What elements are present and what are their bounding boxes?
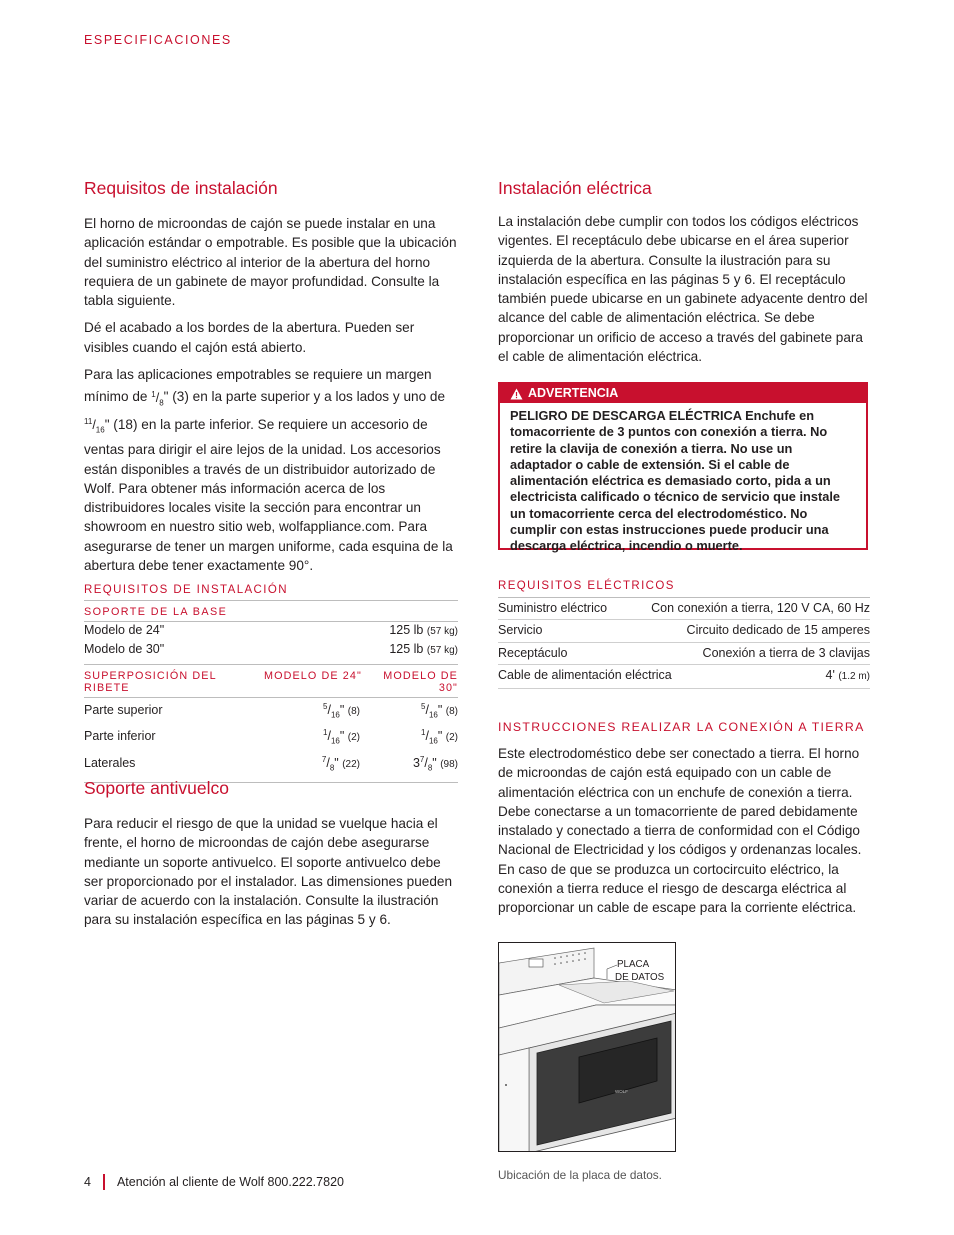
value-main: 125 lb: [389, 623, 424, 637]
overlap-rows: [84, 698, 458, 777]
fraction-value: $^1/_{16}$" (2): [323, 728, 360, 746]
elec-row-value: [651, 600, 870, 617]
warning-label: ADVERTENCIA: [528, 386, 619, 400]
grounding-paragraph: Este electrodoméstico debe ser conectado a tierra. El horno de microondas de cajón está equipado con un cable de alimentación eléctrica con un enchufe de conexión a tierra. Debe conectarse a un tomacorriente de pared debidamente instalado y conectado a tierra de conformidad con el Código Nacional de Electricidad y los códigos y ordenanzas locales. En caso de que se produzca un cortocircuito eléctrico, la conexión a tierra reduce el riesgo de descarga eléctrica al proporcionar un cable de escape para la corriente eléctrica.: [498, 746, 862, 916]
electrical-paragraph: La instalación debe cumplir con todos los códigos eléctricos vigentes. El receptáculo debe ubicarse en el área superior izquierda de la abertura. Consulte la ilustración para su instalación específica en las páginas 5 y 6. El receptáculo también puede ubicarse en un gabinete adyacente dentro del alcance del cable de alimentación eléctrica. Se debe proporcionar un orificio de acceso a través del gabinete para el cable de alimentación eléctrica.: [498, 214, 868, 365]
frac-den: 16: [428, 736, 438, 746]
frac-num: 1: [323, 728, 328, 738]
frac-den: 8: [159, 398, 164, 408]
footer-text: Atención al cliente de Wolf 800.222.7820: [116, 1175, 344, 1189]
value-main: 4': [825, 668, 835, 683]
overlap-row-label: Laterales: [84, 755, 136, 770]
frac-num: 1: [421, 728, 426, 738]
brand-logo: WOLF: [615, 1089, 628, 1094]
frac-whole: 3: [412, 755, 420, 770]
overlap-24-value: [284, 698, 360, 724]
page-number: 4: [84, 1175, 91, 1189]
install-table: [84, 584, 458, 783]
value-main: 125 lb: [389, 641, 424, 656]
frac-den: 16: [95, 425, 105, 435]
warning-triangle-icon: [510, 388, 523, 400]
fraction-value: $^7/_8$" (22): [321, 754, 360, 773]
base-row: [84, 641, 458, 660]
overlap-row: [84, 724, 458, 750]
data-plate-figure: [498, 942, 676, 1152]
value-metric: (1.2 m): [838, 671, 870, 683]
fraction-value: $^5/_{16}$" (8): [323, 701, 360, 720]
frac-num: 5: [421, 701, 426, 711]
grounding-body: [498, 744, 870, 918]
warning-box: [498, 382, 868, 554]
elec-row: [498, 665, 870, 688]
elec-row: [498, 643, 870, 665]
fraction-1: $^1/_8$: [151, 389, 164, 408]
base-row: [84, 622, 458, 641]
data-plate-label-line1: PLACA: [617, 959, 650, 970]
warning-body: [500, 403, 866, 555]
install-paragraph-3: [84, 365, 458, 575]
anti-tip-paragraph: Para reducir el riesgo de que la unidad se vuelque hacia el frente, el horno de microondas de cajón debe asegurarse mediante un soporte antivuelco. El soporte antivuelco debe ser proporcionado por el instalador. Las dimensiones pueden variar de acuerdo con la instalación. Consulte la ilustración para su instalación específica en las páginas 5 y 6.: [84, 816, 453, 928]
warning-header: [500, 384, 866, 403]
anti-tip-section: [84, 778, 458, 799]
frac-num: 5: [323, 701, 328, 711]
frac-den: 8: [329, 763, 335, 773]
install-body: [84, 214, 458, 575]
frac-metric: (8): [347, 705, 360, 717]
fraction-value: $3^7/_8$" (98): [412, 754, 458, 773]
p3-part-a: Para las aplicaciones empotrables se requiere un margen mínimo de: [84, 367, 432, 405]
grounding-section: [498, 720, 870, 734]
frac-num: 7: [321, 754, 327, 764]
elec-table-title: REQUISITOS ELÉCTRICOS: [498, 580, 870, 598]
value-main: Circuito dedicado de 15 amperes: [686, 623, 870, 638]
elec-row-label: Suministro eléctrico: [498, 601, 608, 615]
footer-divider: [103, 1174, 105, 1190]
col-30-header: MODELO DE 30": [383, 669, 458, 694]
warning-lead: PELIGRO DE DESCARGA ELÉCTRICA: [510, 408, 742, 423]
overlap-30-value: [360, 751, 458, 777]
elec-row-value: [687, 622, 870, 639]
overlap-row: [84, 698, 458, 724]
frac-num: 11: [84, 417, 93, 427]
elec-rows: [498, 598, 870, 689]
col-24-header: MODELO DE 24": [264, 669, 362, 682]
elec-row-value: [826, 667, 871, 685]
base-row-label: Modelo de 24": [84, 623, 165, 637]
base-support-title: SOPORTE DE LA BASE: [84, 606, 228, 618]
data-plate-label: [617, 959, 664, 984]
value-metric: (57 kg): [426, 644, 458, 656]
electrical-body: [498, 212, 870, 366]
overlap-row-label: Parte superior: [84, 702, 163, 717]
overlap-30-value: [360, 724, 458, 750]
elec-row-value: [703, 645, 870, 662]
warning-text: Enchufe en tomacorriente de 3 puntos con conexión a tierra. No retire la clavija de conexión a tierra. No use un adaptador o cable de extensión. Si el cable de alimentación eléctrica es demasiado corto, pida a un electricista calificado o técnico de servicio que instale un tomacorriente cerca del electrodoméstico. No cumplir con estas instrucciones puede producir una descarga eléctrica, incendio o muerte.: [510, 408, 841, 554]
anti-tip-title: Soporte antivuelco: [84, 778, 229, 798]
overlap-24-value: [284, 724, 360, 750]
install-title: Requisitos de instalación: [84, 178, 278, 198]
frac-metric: (2): [347, 732, 360, 744]
install-paragraph-2: Dé el acabado a los bordes de la abertura. Pueden ser visibles cuando el cajón está abierto.: [84, 320, 415, 355]
electrical-title: Instalación eléctrica: [498, 178, 652, 198]
frac-metric: (2): [445, 732, 458, 744]
overlap-title: SUPERPOSICIÓN DEL RIBETE: [84, 669, 217, 694]
overlap-row-label: Parte inferior: [84, 729, 156, 744]
frac-metric: (22): [342, 758, 360, 770]
footer: [84, 1174, 344, 1190]
install-paragraph-1: El horno de microondas de cajón se puede instalar en una aplicación estándar o empotrable. Es posible que la ubicación del suministro eléctrico al interior de la abertura del horno requiera de un gabinete de mayor profundidad. Consulte la tabla siguiente.: [84, 216, 457, 309]
electrical-section: [498, 178, 870, 199]
value-metric: (57 kg): [426, 626, 458, 637]
frac-num: 7: [419, 754, 425, 764]
anti-tip-body: [84, 814, 458, 930]
base-rows: [84, 622, 458, 660]
frac-metric: (8): [445, 705, 458, 717]
frac-den: 16: [330, 736, 340, 746]
overlap-row: [84, 751, 458, 777]
figure-caption: Ubicación de la placa de datos.: [498, 1168, 662, 1182]
elec-row: [498, 620, 870, 642]
elec-row-label: Cable de alimentación eléctrica: [498, 668, 672, 683]
value-main: Conexión a tierra de 3 clavijas: [702, 645, 870, 660]
frac-metric: (98): [440, 758, 458, 770]
p3-part-b: " (3) en la parte superior y a los lados y uno de: [163, 389, 446, 405]
install-section: [84, 178, 458, 199]
elec-table: [498, 580, 870, 689]
overlap-24-value: [284, 751, 360, 777]
install-table-title: REQUISITOS DE INSTALACIÓN: [84, 584, 458, 601]
base-row-label: Modelo de 30": [84, 641, 165, 656]
value-main: Con conexión a tierra, 120 V CA, 60 Hz: [651, 601, 870, 615]
overlap-header: [84, 670, 458, 697]
frac-den: 8: [427, 763, 433, 773]
elec-row-label: Servicio: [498, 623, 543, 638]
base-row-value: [389, 641, 458, 660]
base-row-value: [389, 622, 458, 641]
section-header: ESPECIFICACIONES: [84, 33, 232, 47]
fraction-2: $^{11}/_{16}$: [84, 417, 105, 435]
elec-row-label: Receptáculo: [498, 645, 568, 660]
data-plate-label-line2: DE DATOS: [615, 971, 665, 983]
fraction-value: $^5/_{16}$" (8): [421, 701, 458, 720]
fraction-value: $^1/_{16}$" (2): [421, 728, 458, 746]
frac-den: 16: [428, 710, 438, 720]
frac-den: 16: [330, 710, 340, 720]
overlap-30-value: [360, 698, 458, 724]
p3-part-c: " (18) en la parte inferior. Se requiere un accesorio de ventas para dirigir el aire lejos de la unidad. Los accesorios están disponibles a través de un distribuidor autorizado de Wolf. Para obtener más información acerca de los distribuidores locales visite la sección para encontrar un showroom en nuestro sitio web, wolfappliance.com. Para asegurarse de tener un margen uniforme, cada esquina de la abertura debe tener exactamente 90°.: [84, 417, 453, 574]
frac-num: 1: [151, 389, 156, 399]
elec-row: [498, 598, 870, 620]
grounding-title: INSTRUCCIONES REALIZAR LA CONEXIÓN A TIERRA: [498, 720, 865, 734]
